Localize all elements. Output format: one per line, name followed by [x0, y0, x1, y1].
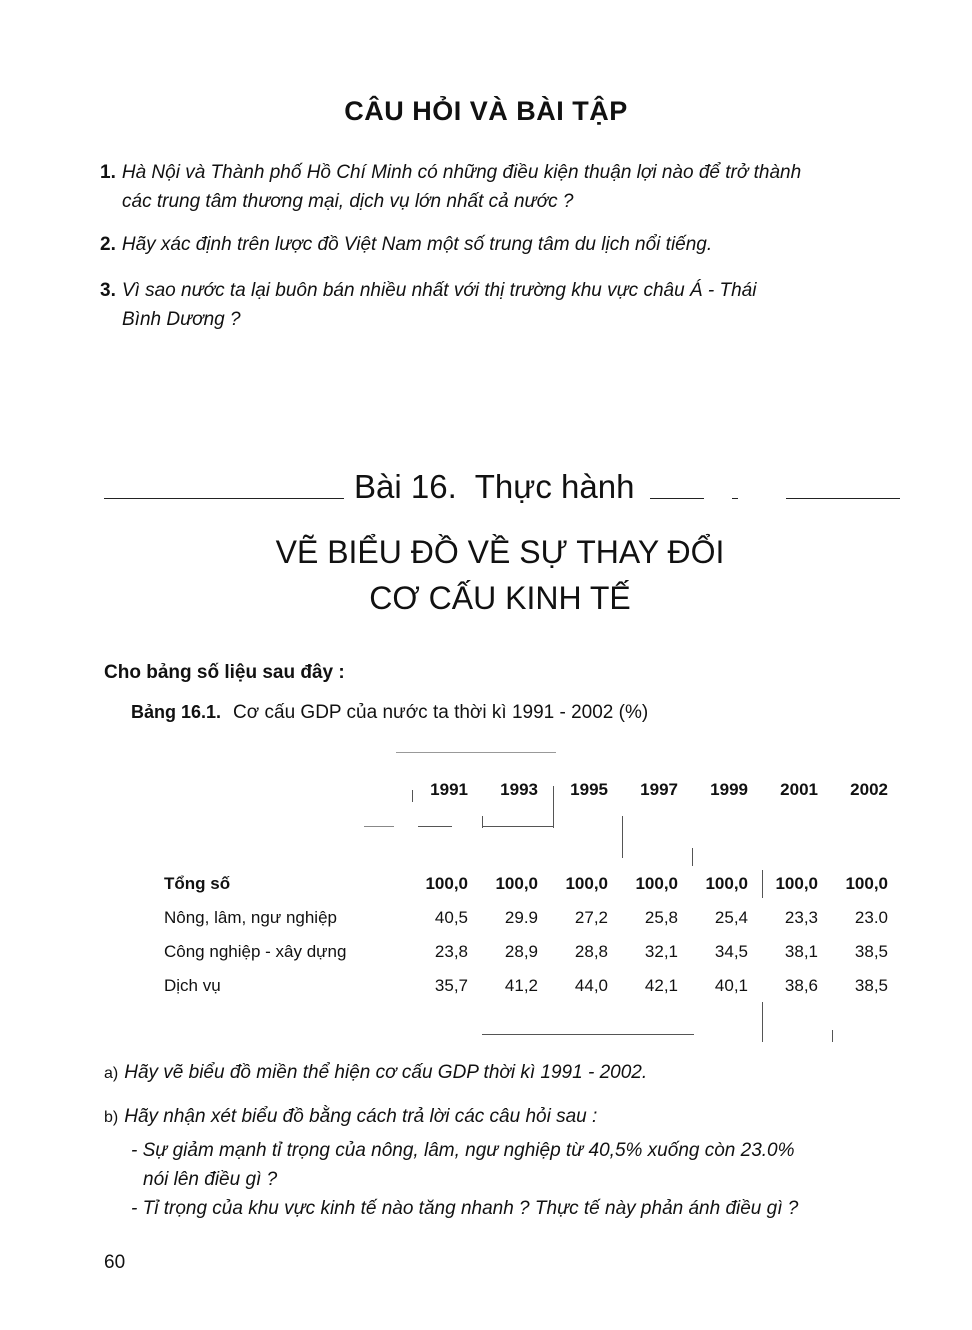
table-header-rule-c: [482, 826, 554, 827]
table-divider: [622, 816, 623, 858]
table-divider: [832, 1030, 833, 1042]
table-cell: 100,0: [635, 874, 678, 893]
table-caption-text: Cơ cấu GDP của nước ta thời kì 1991 - 2002 (%): [233, 702, 649, 723]
question-text-continued: các trung tâm thương mại, dịch vụ lớn nhất cả nước ?: [122, 191, 574, 212]
table-cell: 23.0: [854, 908, 888, 927]
table-year-header: 1993: [500, 780, 538, 799]
lesson-rule-left: [104, 498, 344, 499]
table-year-header: 1995: [570, 780, 608, 799]
table-row-label: Nông, lâm, ngư nghiệp: [164, 908, 337, 927]
table-year-header: 1997: [640, 780, 678, 799]
table-cell: 28,9: [504, 942, 538, 961]
table-header-rule-b: [418, 826, 452, 827]
lesson-number: Bài 16.: [354, 468, 457, 505]
table-cell: 28,8: [574, 942, 608, 961]
table-cell: 35,7: [434, 976, 468, 995]
table-cell: 25,4: [714, 908, 748, 927]
lesson-rule-right-c: [786, 498, 900, 499]
table-caption: [131, 702, 648, 724]
table-cell: 29.9: [504, 908, 538, 927]
table-cell: 100,0: [845, 874, 888, 893]
table-year-header: 1991: [430, 780, 468, 799]
table-cell: 41,2: [504, 976, 538, 995]
table-cell: 42,1: [644, 976, 678, 995]
table-divider: [762, 1002, 763, 1042]
question-number: 1.: [100, 162, 116, 183]
table-cell: 100,0: [705, 874, 748, 893]
question-3: [100, 276, 900, 334]
table-cell: 100,0: [565, 874, 608, 893]
task-b-bullet-2: [131, 1194, 911, 1223]
table-cell: 100,0: [775, 874, 818, 893]
task-a: [104, 1062, 647, 1084]
table-header-rule-a: [364, 826, 394, 827]
table-cell: 34,5: [714, 942, 748, 961]
question-text: Hãy xác định trên lược đồ Việt Nam một số trung tâm du lịch nổi tiếng.: [121, 234, 713, 255]
table-cell: 23,8: [434, 942, 468, 961]
question-number: 2.: [100, 234, 116, 255]
table-row-label: Tổng số: [164, 874, 231, 893]
question-text: Vì sao nước ta lại buôn bán nhiều nhất với thị trường khu vực châu Á - Thái: [121, 280, 757, 301]
table-cell: 38,1: [784, 942, 818, 961]
table-cell: 100,0: [495, 874, 538, 893]
table-year-header: 2001: [780, 780, 818, 799]
bullet-text-continued: nói lên điều gì ?: [143, 1169, 278, 1190]
lesson-subtitle-line1: VẼ BIỂU ĐỒ VỀ SỰ THAY ĐỔI: [275, 534, 725, 570]
task-b-bullet-1: [131, 1136, 911, 1194]
table-row-label: Dịch vụ: [164, 976, 221, 995]
task-b: [104, 1106, 597, 1128]
table-cell: 25,8: [644, 908, 678, 927]
table-cell: 40,5: [434, 908, 468, 927]
intro-text: Cho bảng số liệu sau đây :: [104, 662, 345, 683]
lesson-rule-right-b: [732, 498, 738, 499]
table-bottom-rule: [482, 1034, 694, 1035]
task-letter: b): [104, 1109, 119, 1126]
lesson-name: Thực hành: [474, 468, 635, 505]
table-cell: 40,1: [714, 976, 748, 995]
question-1: [100, 158, 900, 216]
question-2: [100, 230, 900, 259]
table-top-rule: [396, 752, 556, 753]
task-text: Hãy vẽ biểu đồ miền thể hiện cơ cấu GDP thời kì 1991 - 2002.: [124, 1062, 648, 1083]
question-text: Hà Nội và Thành phố Hồ Chí Minh có những điều kiện thuận lợi nào để trở thành: [121, 162, 802, 183]
question-number: 3.: [100, 280, 116, 301]
bullet-text: - Sự giảm mạnh tỉ trọng của nông, lâm, ngư nghiệp từ 40,5% xuống còn 23.0%: [131, 1140, 795, 1161]
questions-heading: CÂU HỎI VÀ BÀI TẬP: [344, 96, 628, 126]
table-cell: 100,0: [425, 874, 468, 893]
task-text: Hãy nhận xét biểu đồ bằng cách trả lời các câu hỏi sau :: [124, 1106, 598, 1127]
table-row-label: Công nghiệp - xây dựng: [164, 942, 347, 961]
table-divider: [692, 848, 693, 866]
table-divider: [482, 816, 483, 828]
table-year-header: 1999: [710, 780, 748, 799]
table-cell: 38,5: [854, 942, 888, 961]
table-cell: 23,3: [784, 908, 818, 927]
table-cell: 38,6: [784, 976, 818, 995]
question-text-continued: Bình Dương ?: [122, 309, 241, 330]
page-number: 60: [104, 1252, 126, 1273]
table-cell: 27,2: [574, 908, 608, 927]
lesson-title: [354, 468, 634, 506]
lesson-subtitle-line2: CƠ CẤU KINH TẾ: [369, 580, 631, 616]
table-caption-label: Bảng 16.1.: [131, 702, 222, 722]
bullet-text: - Tỉ trọng của khu vực kinh tế nào tăng nhanh ? Thực tế này phản ánh điều gì ?: [131, 1198, 799, 1219]
lesson-rule-right-a: [650, 498, 704, 499]
table-cell: 44,0: [574, 976, 608, 995]
task-letter: a): [104, 1065, 119, 1082]
table-year-header: 2002: [850, 780, 888, 799]
table-cell: 32,1: [644, 942, 678, 961]
table-cell: 38,5: [854, 976, 888, 995]
